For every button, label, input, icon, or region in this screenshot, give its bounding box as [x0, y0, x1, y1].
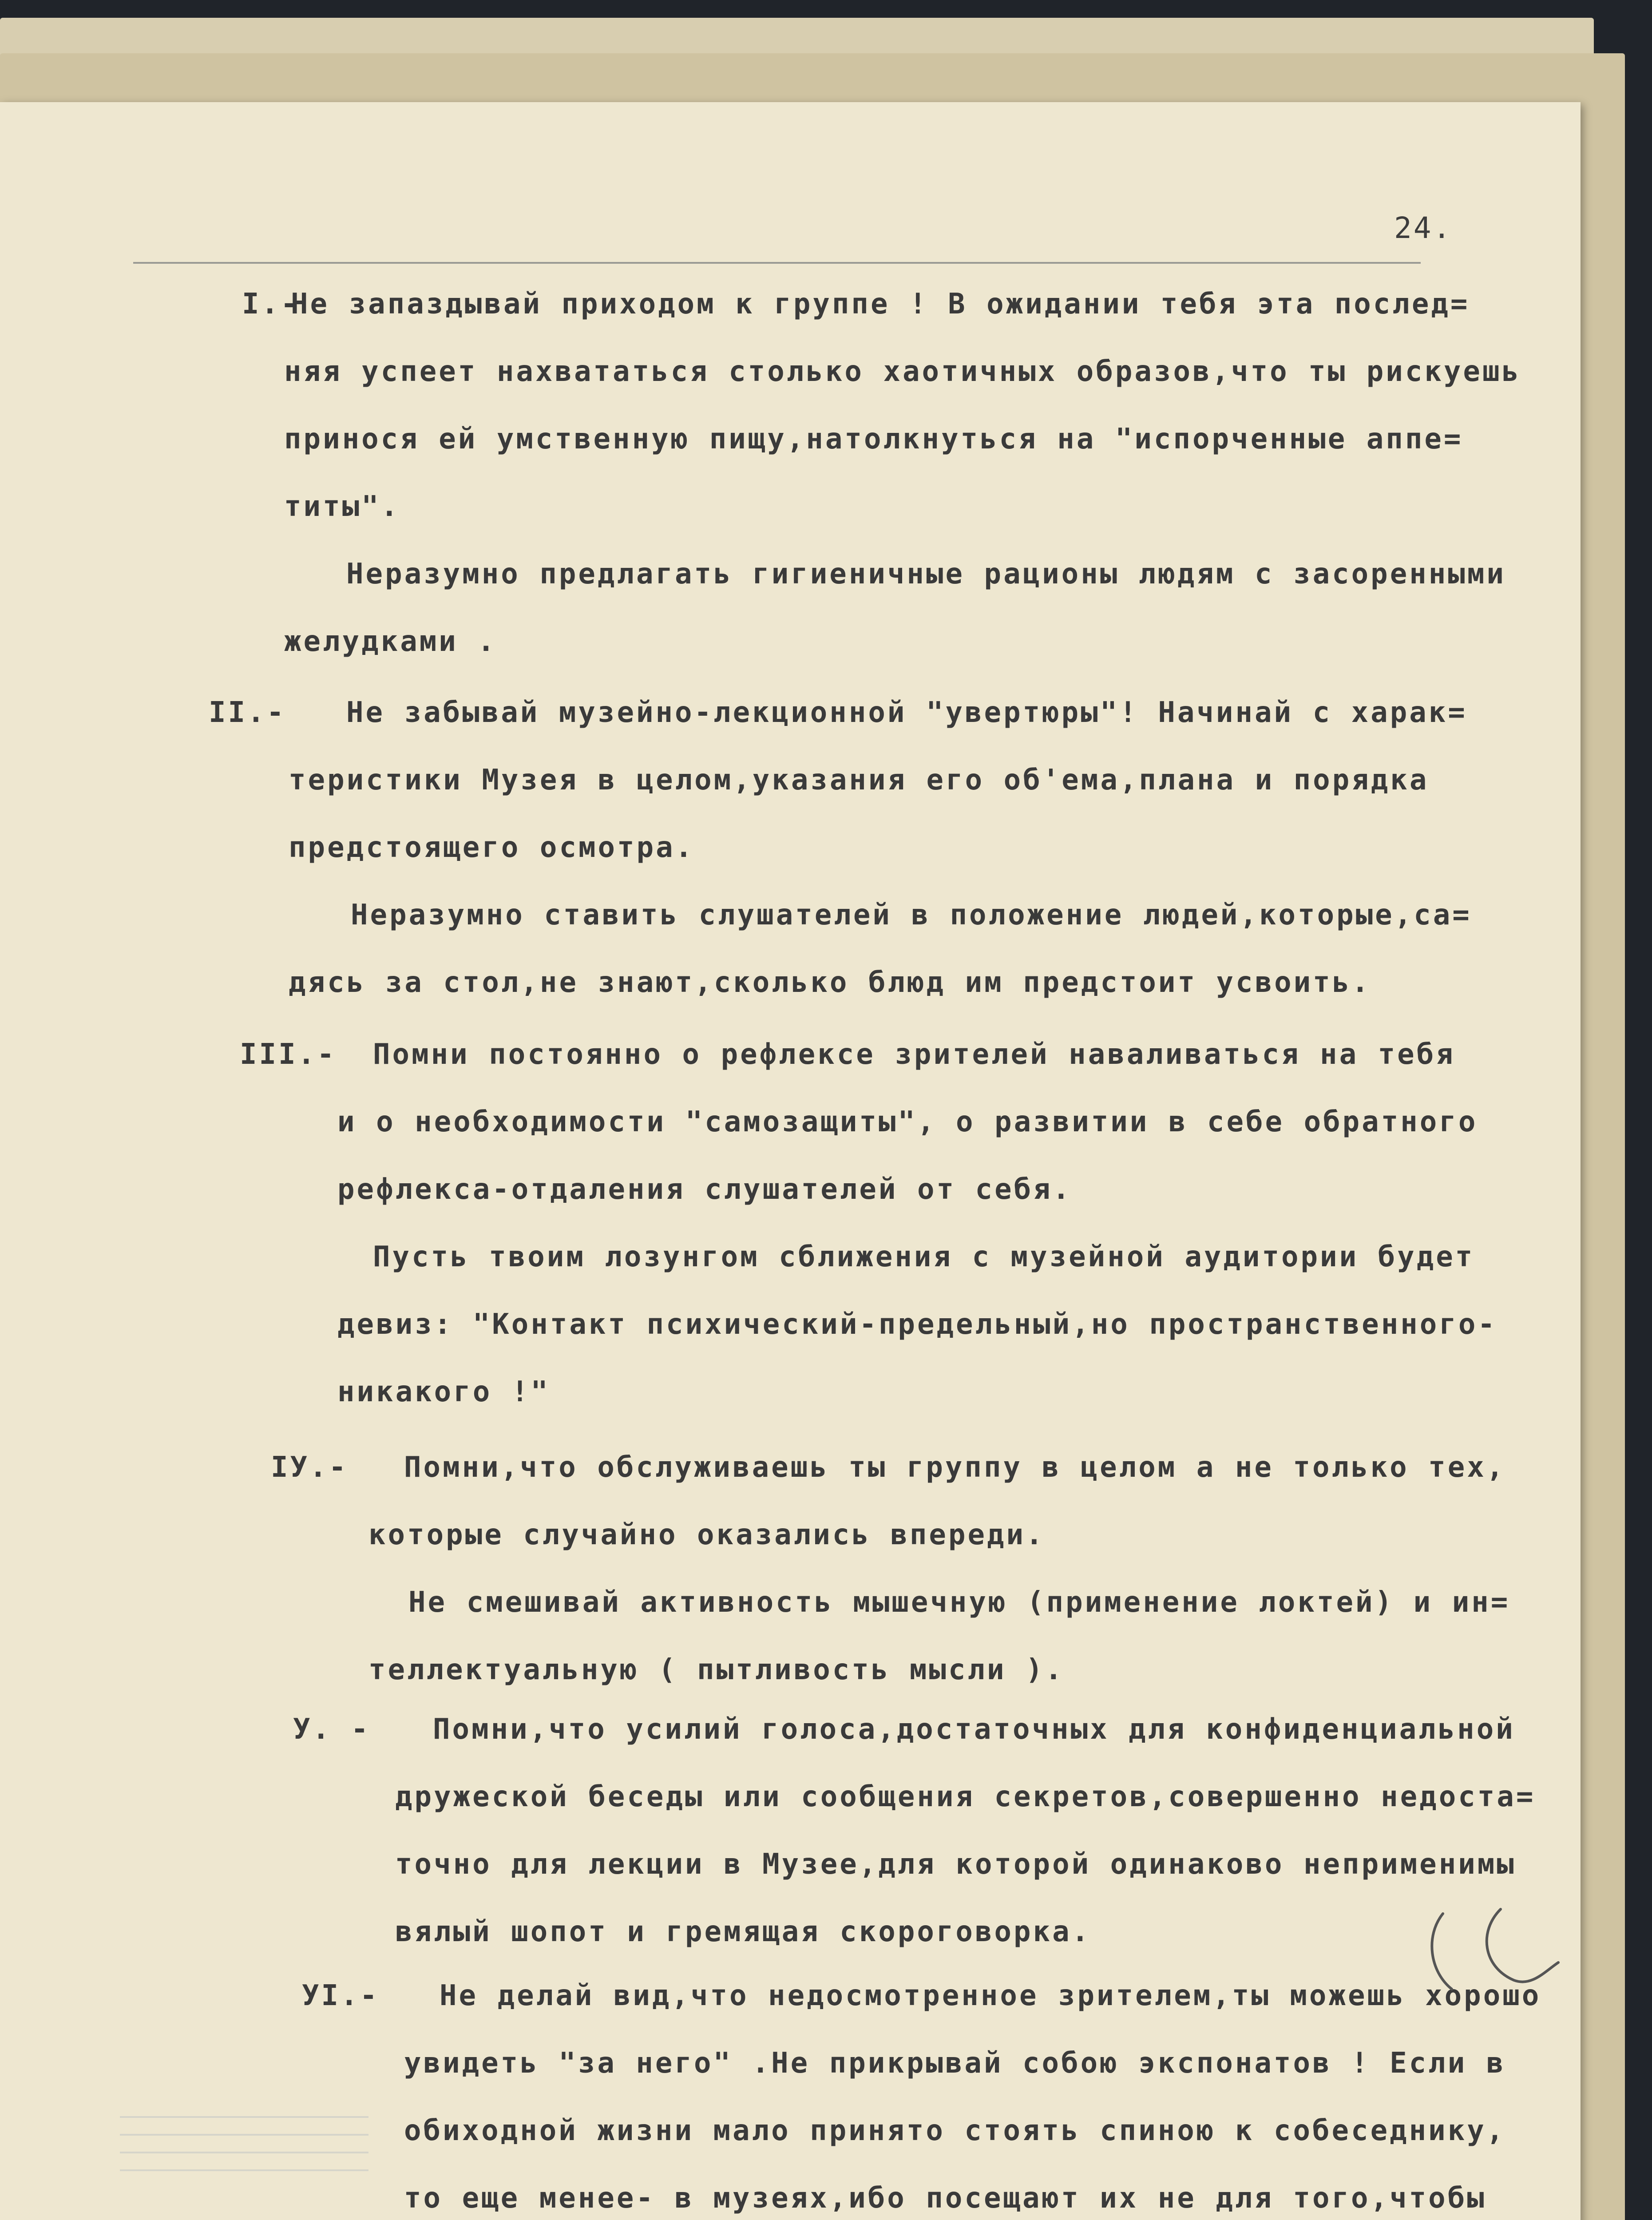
text-line: вялый шопот и гремящая скороговорка.: [395, 1915, 1091, 1948]
text-line: Помни,что обслуживаешь ты группу в целом а не только тех,: [404, 1451, 1506, 1484]
text-line: рефлекса-отдаления слушателей от себя.: [337, 1173, 1072, 1206]
text-line: титы".: [284, 490, 400, 523]
text-line: Не забывай музейно-лекционной "увертюры"! Начинай с харак=: [346, 696, 1467, 729]
text-line: Помни постоянно о рефлексе зрителей наваливаться на тебя: [373, 1038, 1455, 1071]
pencil-bracket-mark: [1412, 1896, 1563, 2011]
text-line: Неразумно предлагать гигиеничные рационы людям с засоренными: [346, 558, 1506, 591]
text-line: няя успеет нахвататься столько хаотичных образов,что ты рискуешь: [284, 355, 1521, 388]
text-line: увидеть "за него" .Не прикрывай собою экспонатов ! Если в: [404, 2047, 1506, 2080]
text-line: предстоящего осмотра.: [289, 831, 695, 864]
text-line: принося ей умственную пищу,натолкнуться на "испорченные аппе=: [284, 423, 1463, 456]
section-numeral: III.-: [240, 1038, 337, 1071]
page-number: 24.: [1394, 211, 1453, 245]
text-line: точно для лекции в Музее,для которой одинаково неприменимы: [395, 1848, 1516, 1881]
text-line: никакого !": [337, 1376, 550, 1408]
section-numeral: УI.-: [302, 1979, 380, 2012]
text-line: то еще менее- в музеях,ибо посещают их не для того,чтобы: [404, 2182, 1486, 2215]
header-rule: [133, 262, 1421, 264]
section-numeral: У. -: [293, 1713, 371, 1746]
typed-page: [0, 102, 1581, 2220]
text-line: дружеской беседы или сообщения секретов,совершенно недоста=: [395, 1780, 1536, 1813]
text-line: Не смешивай активность мышечную (применение локтей) и ин=: [408, 1586, 1510, 1619]
text-line: Не делай вид,что недосмотренное зрителем,ты можешь хорошо: [440, 1979, 1541, 2012]
text-line: Пусть твоим лозунгом сближения с музейной аудитории будет: [373, 1241, 1475, 1273]
text-line: дясь за стол,не знают,сколько блюд им предстоит усвоить.: [289, 966, 1371, 999]
text-line: которые случайно оказались впереди.: [368, 1518, 1045, 1551]
section-numeral: I.-: [242, 288, 300, 321]
faded-stamp: [120, 2100, 368, 2171]
text-line: Помни,что усилий голоса,достаточных для конфиденциальной: [433, 1713, 1515, 1746]
text-line: желудками .: [284, 625, 497, 658]
text-line: теллектуальную ( пытливость мысли ).: [368, 1653, 1065, 1686]
text-line: теристики Музея в целом,указания его об'ема,плана и порядка: [289, 764, 1429, 797]
text-line: Неразумно ставить слушателей в положение людей,которые,са=: [351, 899, 1472, 932]
text-line: девиз: "Контакт психический-предельный,но пространственного-: [337, 1308, 1497, 1341]
text-line: обиходной жизни мало принято стоять спиною к собеседнику,: [404, 2114, 1506, 2147]
text-line: и о необходимости "самозащиты", о развитии в себе обратного: [337, 1106, 1478, 1138]
section-numeral: IУ.-: [271, 1451, 349, 1484]
section-numeral: II.-: [209, 696, 286, 729]
text-line: Не запаздывай приходом к группе ! В ожидании тебя эта послед=: [291, 288, 1470, 321]
